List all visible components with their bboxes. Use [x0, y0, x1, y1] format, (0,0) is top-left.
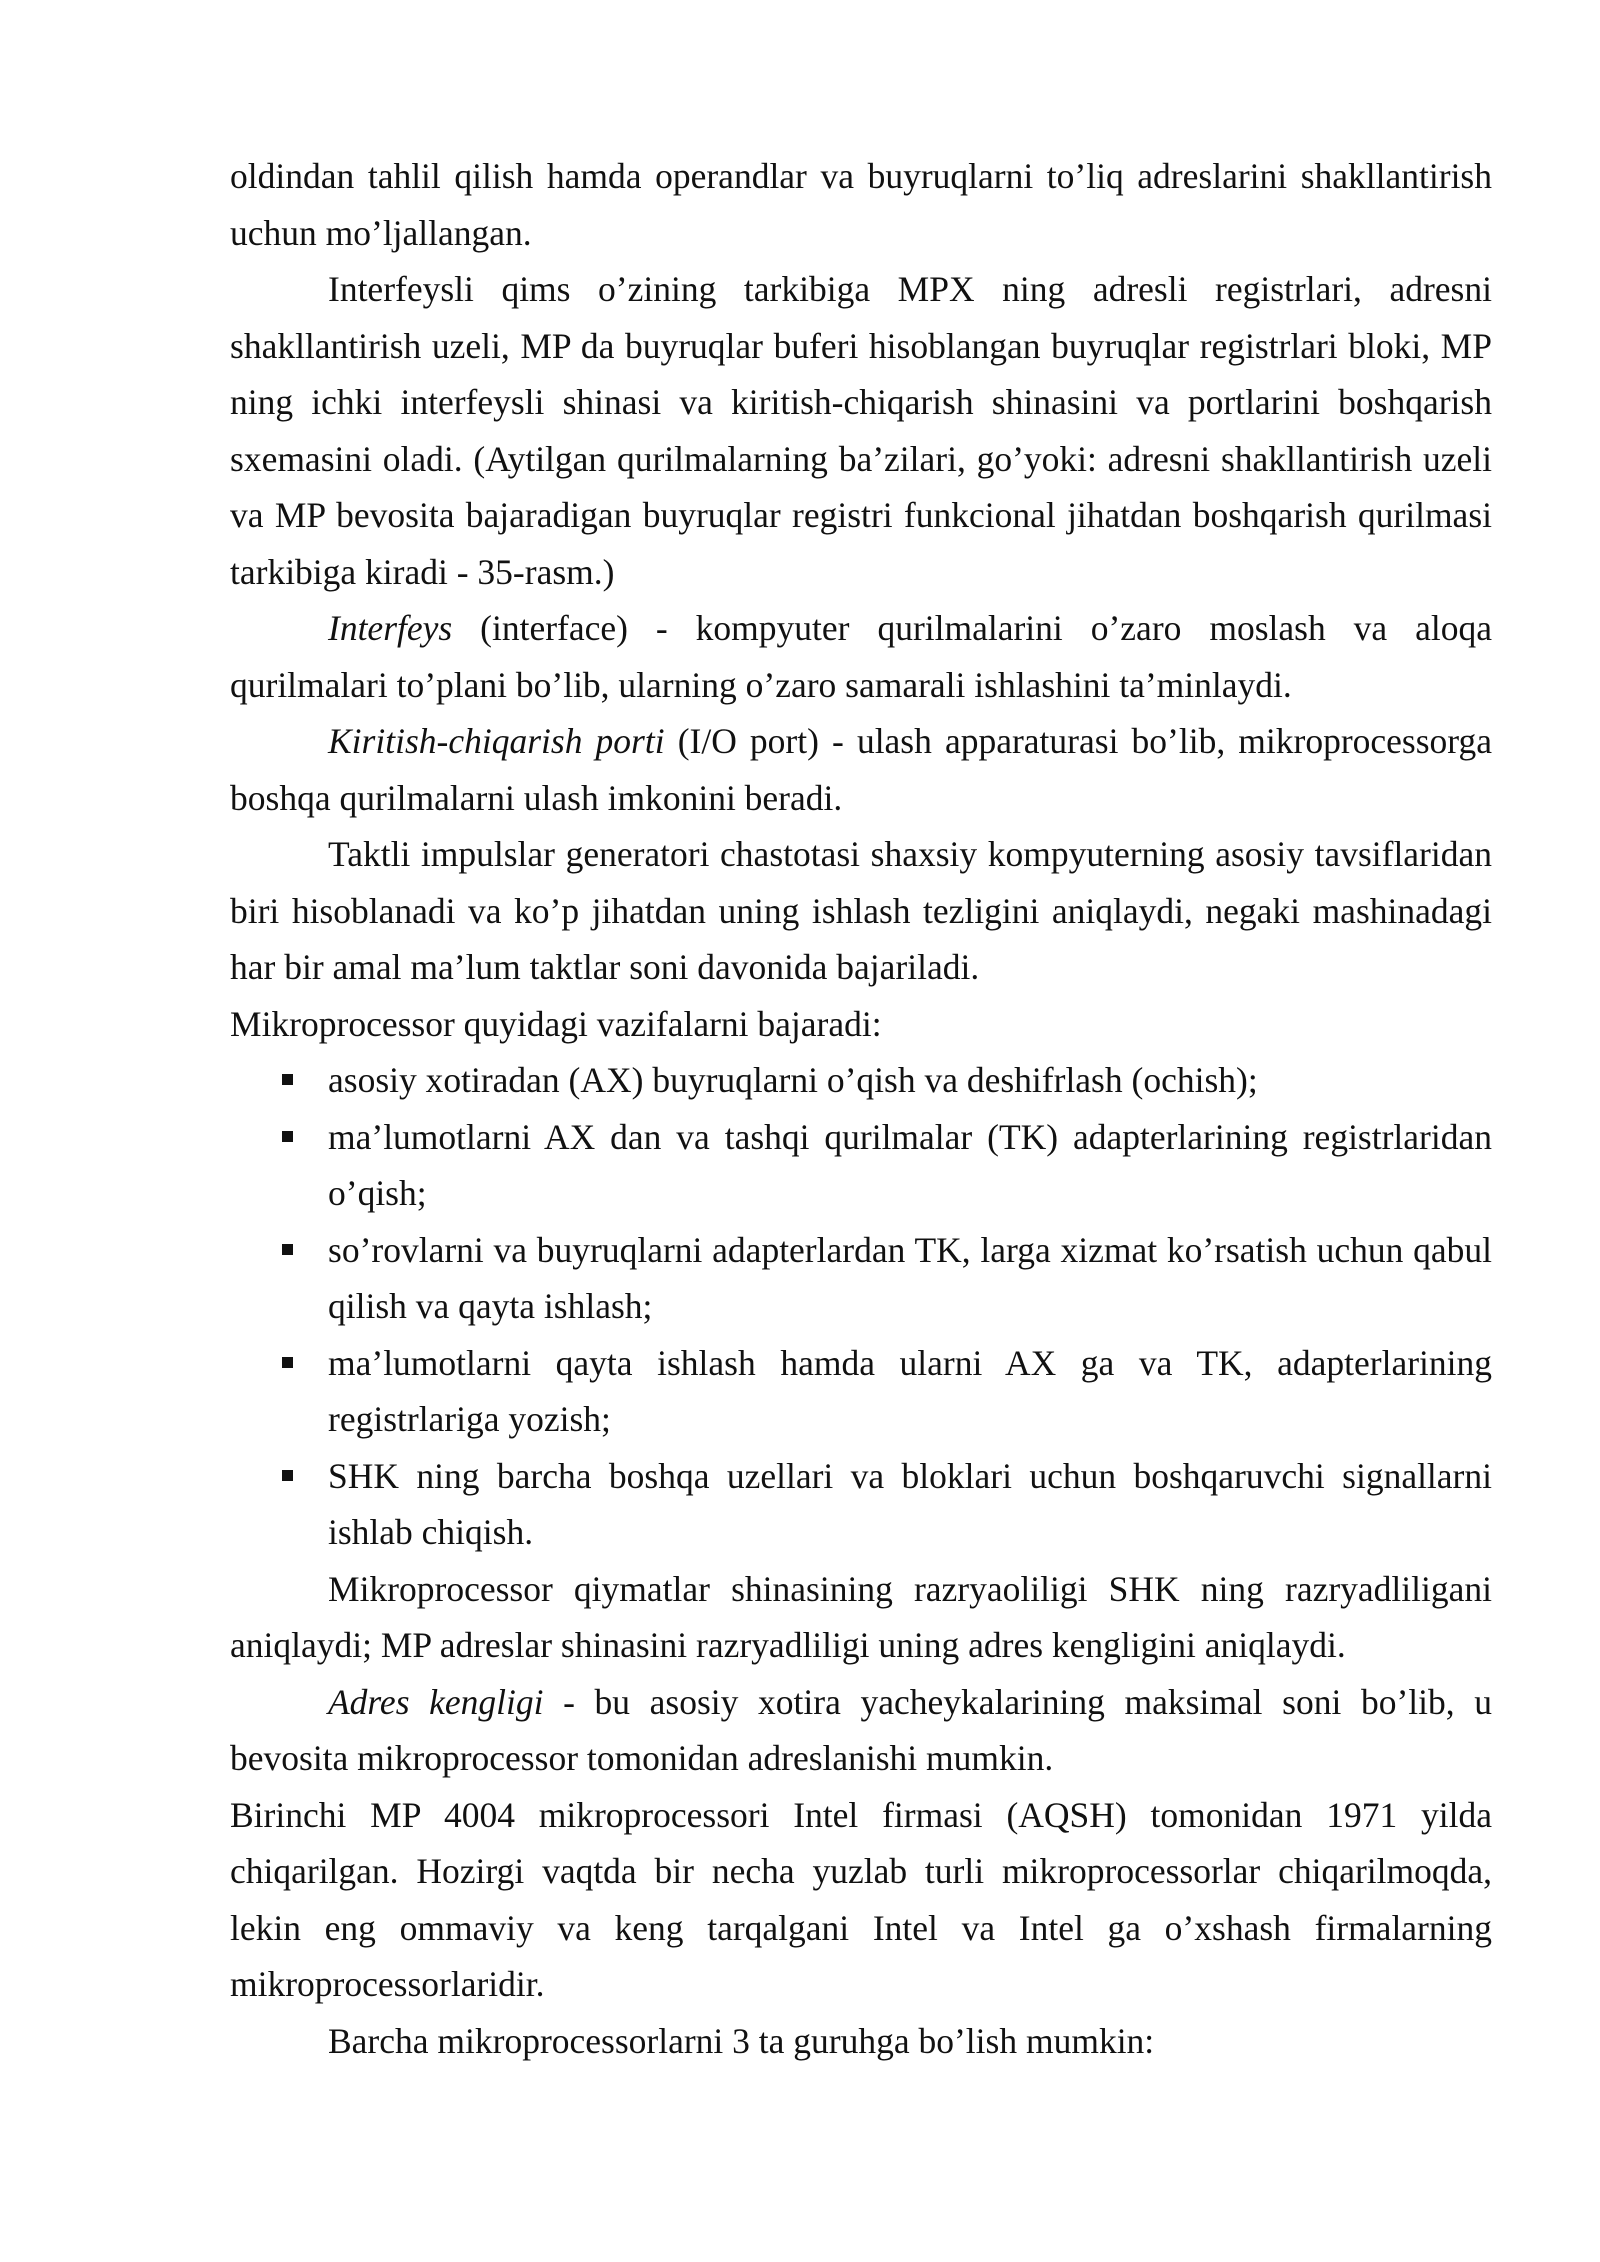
definition-interface	[230, 600, 1492, 713]
definition-text: (interface) - kompyuter qurilmalarini o’zaro moslash va aloqa qurilmalari to’plani bo’lib, ularning o’zaro samarali ishlashini ta’minlaydi.	[230, 608, 1492, 705]
list-item	[230, 1052, 1492, 1109]
paragraph-continuation: oldindan tahlil qilish hamda operandlar va buyruqlarni to’liq adreslarini shakllantirish uchun mo’ljallangan.	[230, 156, 1492, 253]
list-item-text: ma’lumotlarni AX dan va tashqi qurilmalar (TK) adapterlarining registrlaridan o’qish;	[328, 1116, 1492, 1213]
list-item-text: SHK ning barcha boshqa uzellari va bloklari uchun boshqaruvchi signallarni ishlab chiqish.	[328, 1455, 1492, 1552]
definition-text: - bu asosiy xotira yacheykalarining maksimal soni bo’lib, u bevosita mikroprocessor tomonidan adreslanishi mumkin.	[230, 1681, 1493, 1778]
square-bullet-icon	[282, 1470, 293, 1481]
list-item	[230, 1448, 1492, 1561]
definition-term: Kiritish-chiqarish porti	[328, 721, 665, 761]
list-item-text: asosiy xotiradan (AX) buyruqlarni o’qish va deshifrlash (ochish);	[328, 1060, 1258, 1100]
square-bullet-icon	[282, 1074, 293, 1085]
list-item-text: ma’lumotlarni qayta ishlash hamda ularni AX ga va TK, adapterlarining registrlariga yozish;	[328, 1342, 1492, 1439]
list-item	[230, 1109, 1492, 1222]
square-bullet-icon	[282, 1131, 293, 1142]
list-item	[230, 1335, 1492, 1448]
paragraph-bus-width: Mikroprocessor qiymatlar shinasining razryaoliligi SHK ning razryadliligani aniqlaydi; MP adreslar shinasini razryadliligi uning adres kengligini aniqlaydi.	[230, 1568, 1492, 1665]
list-item	[230, 1222, 1492, 1335]
square-bullet-icon	[282, 1244, 293, 1255]
definition-text: (I/O port) - ulash apparaturasi bo’lib, mikroprocessorga boshqa qurilmalarni ulash imkonini beradi.	[230, 721, 1492, 818]
definition-io-port	[230, 713, 1492, 826]
definition-address-space	[230, 1674, 1492, 1787]
paragraph-clock: Taktli impulslar generatori chastotasi shaxsiy kompyuterning asosiy tavsiflaridan biri hisoblanadi va ko’p jihatdan uning ishlash tezligini aniqlaydi, negaki mashinadagi har bir amal ma’lum taktlar soni davonida bajariladi.	[230, 834, 1492, 987]
paragraph-interface-block: Interfeysli qims o’zining tarkibiga MPX ning adresli registrlari, adresni shakllantirish uzeli, MP da buyruqlar buferi hisoblangan buyruqlar registrlari bloki, MP ning ichki interfeysli shinasi va kiritish-chiqarish shinasini va portlarini boshqarish sxemasini oladi. (Aytilgan qurilmalarning ba’zilari, go’yoki: adresni shakllantirish uzeli va MP bevosita bajaradigan buyruqlar registri funkcional jihatdan boshqarish qurilmasi tarkibiga kiradi - 35-rasm.)	[230, 269, 1492, 592]
paragraph-history: Birinchi MP 4004 mikroprocessori Intel firmasi (AQSH) tomonidan 1971 yilda chiqarilgan. Hozirgi vaqtda bir necha yuzlab turli mikroprocessorlar chiqarilmoqda, lekin eng ommaviy va keng tarqalgani Intel va Intel ga o’xshash firmalarning mikroprocessorlaridir.	[230, 1794, 1492, 2004]
definition-term: Interfeys	[328, 608, 453, 648]
paragraph-closing: Barcha mikroprocessorlarni 3 ta guruhga bo’lish mumkin:	[328, 2020, 1155, 2061]
list-item-text: so’rovlarni va buyruqlarni adapterlardan TK, larga xizmat ko’rsatish uchun qabul qilish va qayta ishlash;	[328, 1229, 1492, 1326]
document-page	[230, 148, 1492, 2069]
square-bullet-icon	[282, 1357, 293, 1368]
function-list	[230, 1052, 1492, 1561]
definition-term: Adres kengligi	[328, 1681, 544, 1722]
list-intro: Mikroprocessor quyidagi vazifalarni bajaradi:	[230, 1003, 882, 1044]
